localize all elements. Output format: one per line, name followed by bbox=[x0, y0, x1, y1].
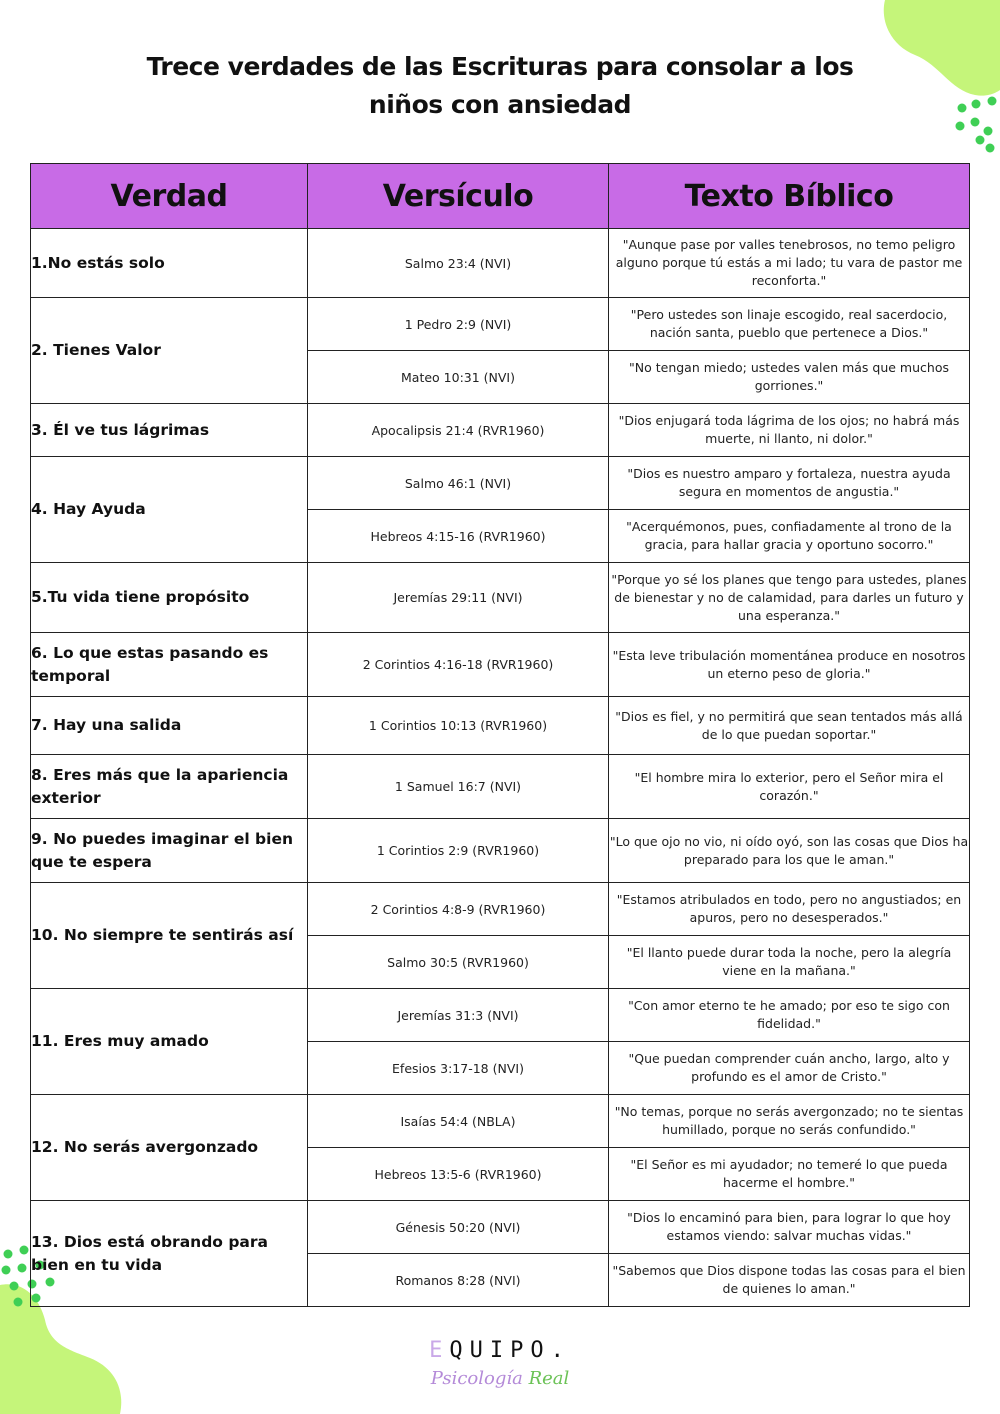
texto-cell: "Aunque pase por valles tenebrosos, no temo peligro alguno porque tú estás a mi lado; tu vara de pastor me reconforta." bbox=[609, 229, 970, 298]
texto-cell: "Estamos atribulados en todo, pero no angustiados; en apuros, pero no desesperados." bbox=[609, 883, 970, 936]
table-row bbox=[31, 989, 970, 1042]
verdad-cell: 2. Tienes Valor bbox=[31, 298, 308, 404]
versiculo-cell: 1 Pedro 2:9 (NVI) bbox=[308, 298, 609, 351]
table-header-row bbox=[31, 164, 970, 229]
table-row bbox=[31, 633, 970, 697]
texto-cell: "Pero ustedes son linaje escogido, real sacerdocio, nación santa, pueblo que pertenece a Dios." bbox=[609, 298, 970, 351]
versiculo-cell: 2 Corintios 4:16-18 (RVR1960) bbox=[308, 633, 609, 697]
versiculo-cell: Efesios 3:17-18 (NVI) bbox=[308, 1042, 609, 1095]
versiculo-cell: Salmo 46:1 (NVI) bbox=[308, 457, 609, 510]
page-title: Trece verdades de las Escrituras para consolar a los niños con ansiedad bbox=[146, 52, 854, 119]
texto-cell: "Dios es fiel, y no permitirá que sean tentados más allá de lo que puedan soportar." bbox=[609, 697, 970, 755]
texto-cell: "Porque yo sé los planes que tengo para ustedes, planes de bienestar y no de calamidad, para darles un futuro y una esperanza." bbox=[609, 563, 970, 633]
texto-cell: "Dios lo encaminó para bien, para lograr lo que hoy estamos viendo: salvar muchas vidas." bbox=[609, 1201, 970, 1254]
texto-cell: "Acerquémonos, pues, confiadamente al trono de la gracia, para hallar gracia y oportuno socorro." bbox=[609, 510, 970, 563]
table-row bbox=[31, 457, 970, 510]
versiculo-cell: 1 Corintios 2:9 (RVR1960) bbox=[308, 819, 609, 883]
texto-cell: "Dios es nuestro amparo y fortaleza, nuestra ayuda segura en momentos de angustia." bbox=[609, 457, 970, 510]
texto-cell: "Lo que ojo no vio, ni oído oyó, son las cosas que Dios ha preparado para los que le aman." bbox=[609, 819, 970, 883]
verdad-cell: 3. Él ve tus lágrimas bbox=[31, 404, 308, 457]
verdad-cell: 10. No siempre te sentirás así bbox=[31, 883, 308, 989]
table-row bbox=[31, 1095, 970, 1148]
table-row bbox=[31, 883, 970, 936]
versiculo-cell: Génesis 50:20 (NVI) bbox=[308, 1201, 609, 1254]
texto-cell: "No temas, porque no serás avergonzado; no te sientas humillado, porque no serás confundido." bbox=[609, 1095, 970, 1148]
brand-logo bbox=[0, 1338, 1000, 1363]
decorative-blob-top-right bbox=[880, 0, 1000, 160]
table-row bbox=[31, 404, 970, 457]
verdad-cell: 7. Hay una salida bbox=[31, 697, 308, 755]
verdad-cell: 1.No estás solo bbox=[31, 229, 308, 298]
tagline-accent: Real bbox=[528, 1368, 570, 1389]
table-row bbox=[31, 229, 970, 298]
texto-cell: "Dios enjugará toda lágrima de los ojos; no habrá más muerte, ni llanto, ni dolor." bbox=[609, 404, 970, 457]
versiculo-cell: Mateo 10:31 (NVI) bbox=[308, 351, 609, 404]
versiculo-cell: Hebreos 13:5-6 (RVR1960) bbox=[308, 1148, 609, 1201]
logo-rest: QUIPO. bbox=[449, 1338, 571, 1363]
versiculo-cell: Romanos 8:28 (NVI) bbox=[308, 1254, 609, 1307]
versiculo-cell: Jeremías 29:11 (NVI) bbox=[308, 563, 609, 633]
header-verdad: Verdad bbox=[31, 164, 308, 229]
versiculo-cell: Apocalipsis 21:4 (RVR1960) bbox=[308, 404, 609, 457]
table-row bbox=[31, 697, 970, 755]
texto-cell: "Sabemos que Dios dispone todas las cosas para el bien de quienes lo aman." bbox=[609, 1254, 970, 1307]
versiculo-cell: 1 Corintios 10:13 (RVR1960) bbox=[308, 697, 609, 755]
verdad-cell: 4. Hay Ayuda bbox=[31, 457, 308, 563]
texto-cell: "El hombre mira lo exterior, pero el Señor mira el corazón." bbox=[609, 755, 970, 819]
texto-cell: "El llanto puede durar toda la noche, pero la alegría viene en la mañana." bbox=[609, 936, 970, 989]
texto-cell: "Que puedan comprender cuán ancho, largo, alto y profundo es el amor de Cristo." bbox=[609, 1042, 970, 1095]
versiculo-cell: Jeremías 31:3 (NVI) bbox=[308, 989, 609, 1042]
texto-cell: "Con amor eterno te he amado; por eso te sigo con fidelidad." bbox=[609, 989, 970, 1042]
versiculo-cell: Isaías 54:4 (NBLA) bbox=[308, 1095, 609, 1148]
verdad-cell: 5.Tu vida tiene propósito bbox=[31, 563, 308, 633]
texto-cell: "El Señor es mi ayudador; no temeré lo que pueda hacerme el hombre." bbox=[609, 1148, 970, 1201]
versiculo-cell: 2 Corintios 4:8-9 (RVR1960) bbox=[308, 883, 609, 936]
texto-cell: "No tengan miedo; ustedes valen más que muchos gorriones." bbox=[609, 351, 970, 404]
brand-tagline bbox=[0, 1368, 1000, 1389]
texto-cell: "Esta leve tribulación momentánea produce en nosotros un eterno peso de gloria." bbox=[609, 633, 970, 697]
versiculo-cell: 1 Samuel 16:7 (NVI) bbox=[308, 755, 609, 819]
table-row bbox=[31, 1201, 970, 1254]
verdad-cell: 11. Eres muy amado bbox=[31, 989, 308, 1095]
verdad-cell: 8. Eres más que la apariencia exterior bbox=[31, 755, 308, 819]
verses-table bbox=[30, 163, 970, 1307]
verdad-cell: 12. No serás avergonzado bbox=[31, 1095, 308, 1201]
tagline-main: Psicología bbox=[430, 1368, 529, 1389]
verdad-cell: 13. Dios está obrando para bien en tu vida bbox=[31, 1201, 308, 1307]
table-row bbox=[31, 819, 970, 883]
table-row bbox=[31, 298, 970, 351]
verdad-cell: 6. Lo que estas pasando es temporal bbox=[31, 633, 308, 697]
header-texto: Texto Bíblico bbox=[609, 164, 970, 229]
table-row bbox=[31, 755, 970, 819]
versiculo-cell: Hebreos 4:15-16 (RVR1960) bbox=[308, 510, 609, 563]
header-versiculo: Versículo bbox=[308, 164, 609, 229]
logo-first-letter: E bbox=[429, 1338, 450, 1363]
versiculo-cell: Salmo 30:5 (RVR1960) bbox=[308, 936, 609, 989]
verdad-cell: 9. No puedes imaginar el bien que te espera bbox=[31, 819, 308, 883]
versiculo-cell: Salmo 23:4 (NVI) bbox=[308, 229, 609, 298]
table-row bbox=[31, 563, 970, 633]
